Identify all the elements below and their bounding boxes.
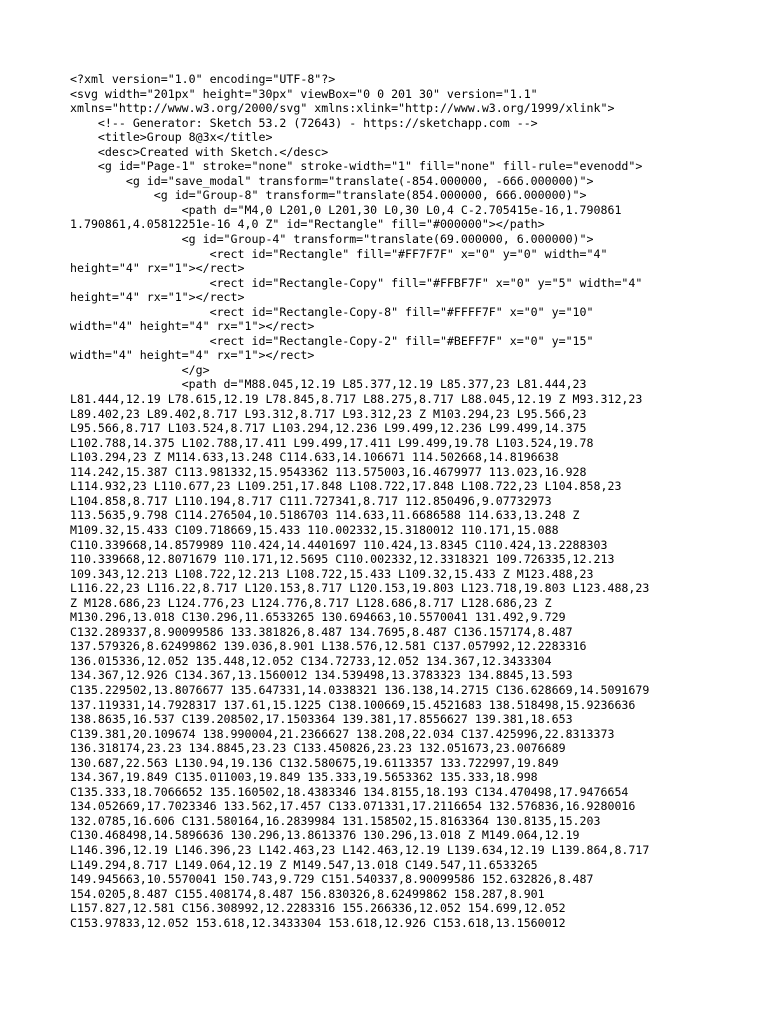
- code-line: L116.22,23 L116.22,8.717 L120.153,8.717 L120.153,19.803 L123.718,19.803 L123.488,23: [70, 581, 650, 596]
- code-line: L103.294,23 Z M114.633,13.248 C114.633,14.106671 114.502668,14.8196638: [70, 450, 559, 465]
- code-line: <path d="M4,0 L201,0 L201,30 L0,30 L0,4 C-2.705415e-16,1.790861: [70, 202, 622, 217]
- code-line: <rect id="Rectangle-Copy-8" fill="#FFFF7F" x="0" y="10": [70, 304, 594, 319]
- code-line: <rect id="Rectangle-Copy" fill="#FFBF7F" x="0" y="5" width="4": [70, 275, 643, 290]
- code-line: width="4" height="4" rx="1"></rect>: [70, 319, 315, 334]
- code-line: <g id="Group-4" transform="translate(69.000000, 6.000000)">: [70, 232, 594, 247]
- code-line: C153.97833,12.052 153.618,12.3433304 153.618,12.926 C153.618,13.1560012: [70, 915, 566, 930]
- code-line: C135.333,18.7066652 135.160502,18.4383346 134.8155,18.193 C134.470498,17.9476654: [70, 784, 629, 799]
- code-line: M130.296,13.018 C130.296,11.6533265 130.694663,10.5570041 131.492,9.729: [70, 610, 566, 625]
- code-line: height="4" rx="1"></rect>: [70, 261, 245, 276]
- code-line: M109.32,15.433 C109.718669,15.433 110.002332,15.3180012 110.171,15.088: [70, 522, 559, 537]
- code-line: <?xml version="1.0" encoding="UTF-8"?>: [70, 72, 336, 86]
- code-line: 138.8635,16.537 C139.208502,17.1503364 139.381,17.8556627 139.381,18.653: [70, 712, 573, 727]
- code-line: L104.858,8.717 L110.194,8.717 C111.727341,8.717 112.850496,9.07732973: [70, 493, 552, 508]
- code-line: 149.945663,10.5570041 150.743,9.729 C151.540337,8.90099586 152.632826,8.487: [70, 872, 594, 887]
- code-line: 134.052669,17.7023346 133.562,17.457 C133.071331,17.2116654 132.576836,16.9280016: [70, 799, 636, 814]
- code-line: 1.790861,4.05812251e-16 4,0 Z" id="Rectangle" fill="#000000"></path>: [70, 217, 545, 232]
- code-line: L157.827,12.581 C156.308992,12.2283316 155.266336,12.052 154.699,12.052: [70, 901, 566, 916]
- svg-source-code: [70, 72, 730, 930]
- code-line: 137.579326,8.62499862 139.036,8.901 L138.576,12.581 C137.057992,12.2283316: [70, 639, 587, 654]
- code-line: C135.229502,13.8076677 135.647331,14.0338321 136.138,14.2715 C136.628669,14.5091679: [70, 682, 650, 697]
- code-line: L149.294,8.717 L149.064,12.19 Z M149.547,13.018 C149.547,11.6533265: [70, 857, 538, 872]
- code-line: <svg width="201px" height="30px" viewBox="0 0 201 30" version="1.1": [70, 86, 538, 101]
- code-line: 110.339668,12.8071679 110.171,12.5695 C110.002332,12.3318321 109.726335,12.213: [70, 552, 615, 567]
- code-line: height="4" rx="1"></rect>: [70, 290, 245, 305]
- code-line: L102.788,14.375 L102.788,17.411 L99.499,17.411 L99.499,19.78 L103.524,19.78: [70, 435, 594, 450]
- code-line: 134.367,12.926 C134.367,13.1560012 134.539498,13.3783323 134.8845,13.593: [70, 668, 573, 683]
- code-line: 114.242,15.387 C113.981332,15.9543362 113.575003,16.4679977 113.023,16.928: [70, 464, 587, 479]
- code-line: 137.119331,14.7928317 137.61,15.1225 C138.100669,15.4521683 138.518498,15.9236636: [70, 697, 636, 712]
- code-line: <path d="M88.045,12.19 L85.377,12.19 L85.377,23 L81.444,23: [70, 377, 587, 392]
- code-line: C130.468498,14.5896636 130.296,13.8613376 130.296,13.018 Z M149.064,12.19: [70, 828, 580, 843]
- code-line: </g>: [70, 362, 210, 377]
- code-line: 109.343,12.213 L108.722,12.213 L108.722,15.433 L109.32,15.433 Z M123.488,23: [70, 566, 594, 581]
- code-line: 113.5635,9.798 C114.276504,10.5186703 114.633,11.6686588 114.633,13.248 Z: [70, 508, 580, 523]
- code-line: <g id="save_modal" transform="translate(-854.000000, -666.000000)">: [70, 173, 594, 188]
- code-line: Z M128.686,23 L124.776,23 L124.776,8.717 L128.686,8.717 L128.686,23 Z: [70, 595, 552, 610]
- code-line: 130.687,22.563 L130.94,19.136 C132.580675,19.6113357 133.722997,19.849: [70, 755, 559, 770]
- code-line: <!-- Generator: Sketch 53.2 (72643) - https://sketchapp.com -->: [70, 115, 538, 130]
- code-line: C139.381,20.109674 138.990004,21.2366627 138.208,22.034 C137.425996,22.8313373: [70, 726, 615, 741]
- code-line: 136.015336,12.052 135.448,12.052 C134.72733,12.052 134.367,12.3433304: [70, 653, 552, 668]
- code-line: 132.0785,16.606 C131.580164,16.2839984 131.158502,15.8163364 130.8135,15.203: [70, 813, 601, 828]
- code-line: L89.402,23 L89.402,8.717 L93.312,8.717 L93.312,23 Z M103.294,23 L95.566,23: [70, 406, 587, 421]
- code-line: 134.367,19.849 C135.011003,19.849 135.333,19.5653362 135.333,18.998: [70, 770, 538, 785]
- code-line: C132.289337,8.90099586 133.381826,8.487 134.7695,8.487 C136.157174,8.487: [70, 624, 573, 639]
- code-line: width="4" height="4" rx="1"></rect>: [70, 348, 315, 363]
- code-line: <g id="Page-1" stroke="none" stroke-width="1" fill="none" fill-rule="evenodd">: [70, 159, 643, 174]
- code-line: xmlns="http://www.w3.org/2000/svg" xmlns:xlink="http://www.w3.org/1999/xlink">: [70, 101, 615, 116]
- code-line: <rect id="Rectangle" fill="#FF7F7F" x="0" y="0" width="4": [70, 246, 608, 261]
- code-line: L81.444,12.19 L78.615,12.19 L78.845,8.717 L88.275,8.717 L88.045,12.19 Z M93.312,23: [70, 392, 643, 407]
- code-line: <desc>Created with Sketch.</desc>: [70, 144, 329, 159]
- code-line: 154.0205,8.487 C155.408174,8.487 156.830326,8.62499862 158.287,8.901: [70, 886, 545, 901]
- code-line: <title>Group 8@3x</title>: [70, 130, 273, 145]
- code-line: C110.339668,14.8579989 110.424,14.4401697 110.424,13.8345 C110.424,13.2288303: [70, 537, 608, 552]
- code-line: L146.396,12.19 L146.396,23 L142.463,23 L142.463,12.19 L139.634,12.19 L139.864,8.717: [70, 842, 650, 857]
- code-line: <g id="Group-8" transform="translate(854.000000, 666.000000)">: [70, 188, 587, 203]
- code-line: <rect id="Rectangle-Copy-2" fill="#BEFF7F" x="0" y="15": [70, 333, 594, 348]
- code-line: L95.566,8.717 L103.524,8.717 L103.294,12.236 L99.499,12.236 L99.499,14.375: [70, 421, 587, 436]
- code-line: 136.318174,23.23 134.8845,23.23 C133.450826,23.23 132.051673,23.0076689: [70, 741, 566, 756]
- code-line: L114.932,23 L110.677,23 L109.251,17.848 L108.722,17.848 L108.722,23 L104.858,23: [70, 479, 622, 494]
